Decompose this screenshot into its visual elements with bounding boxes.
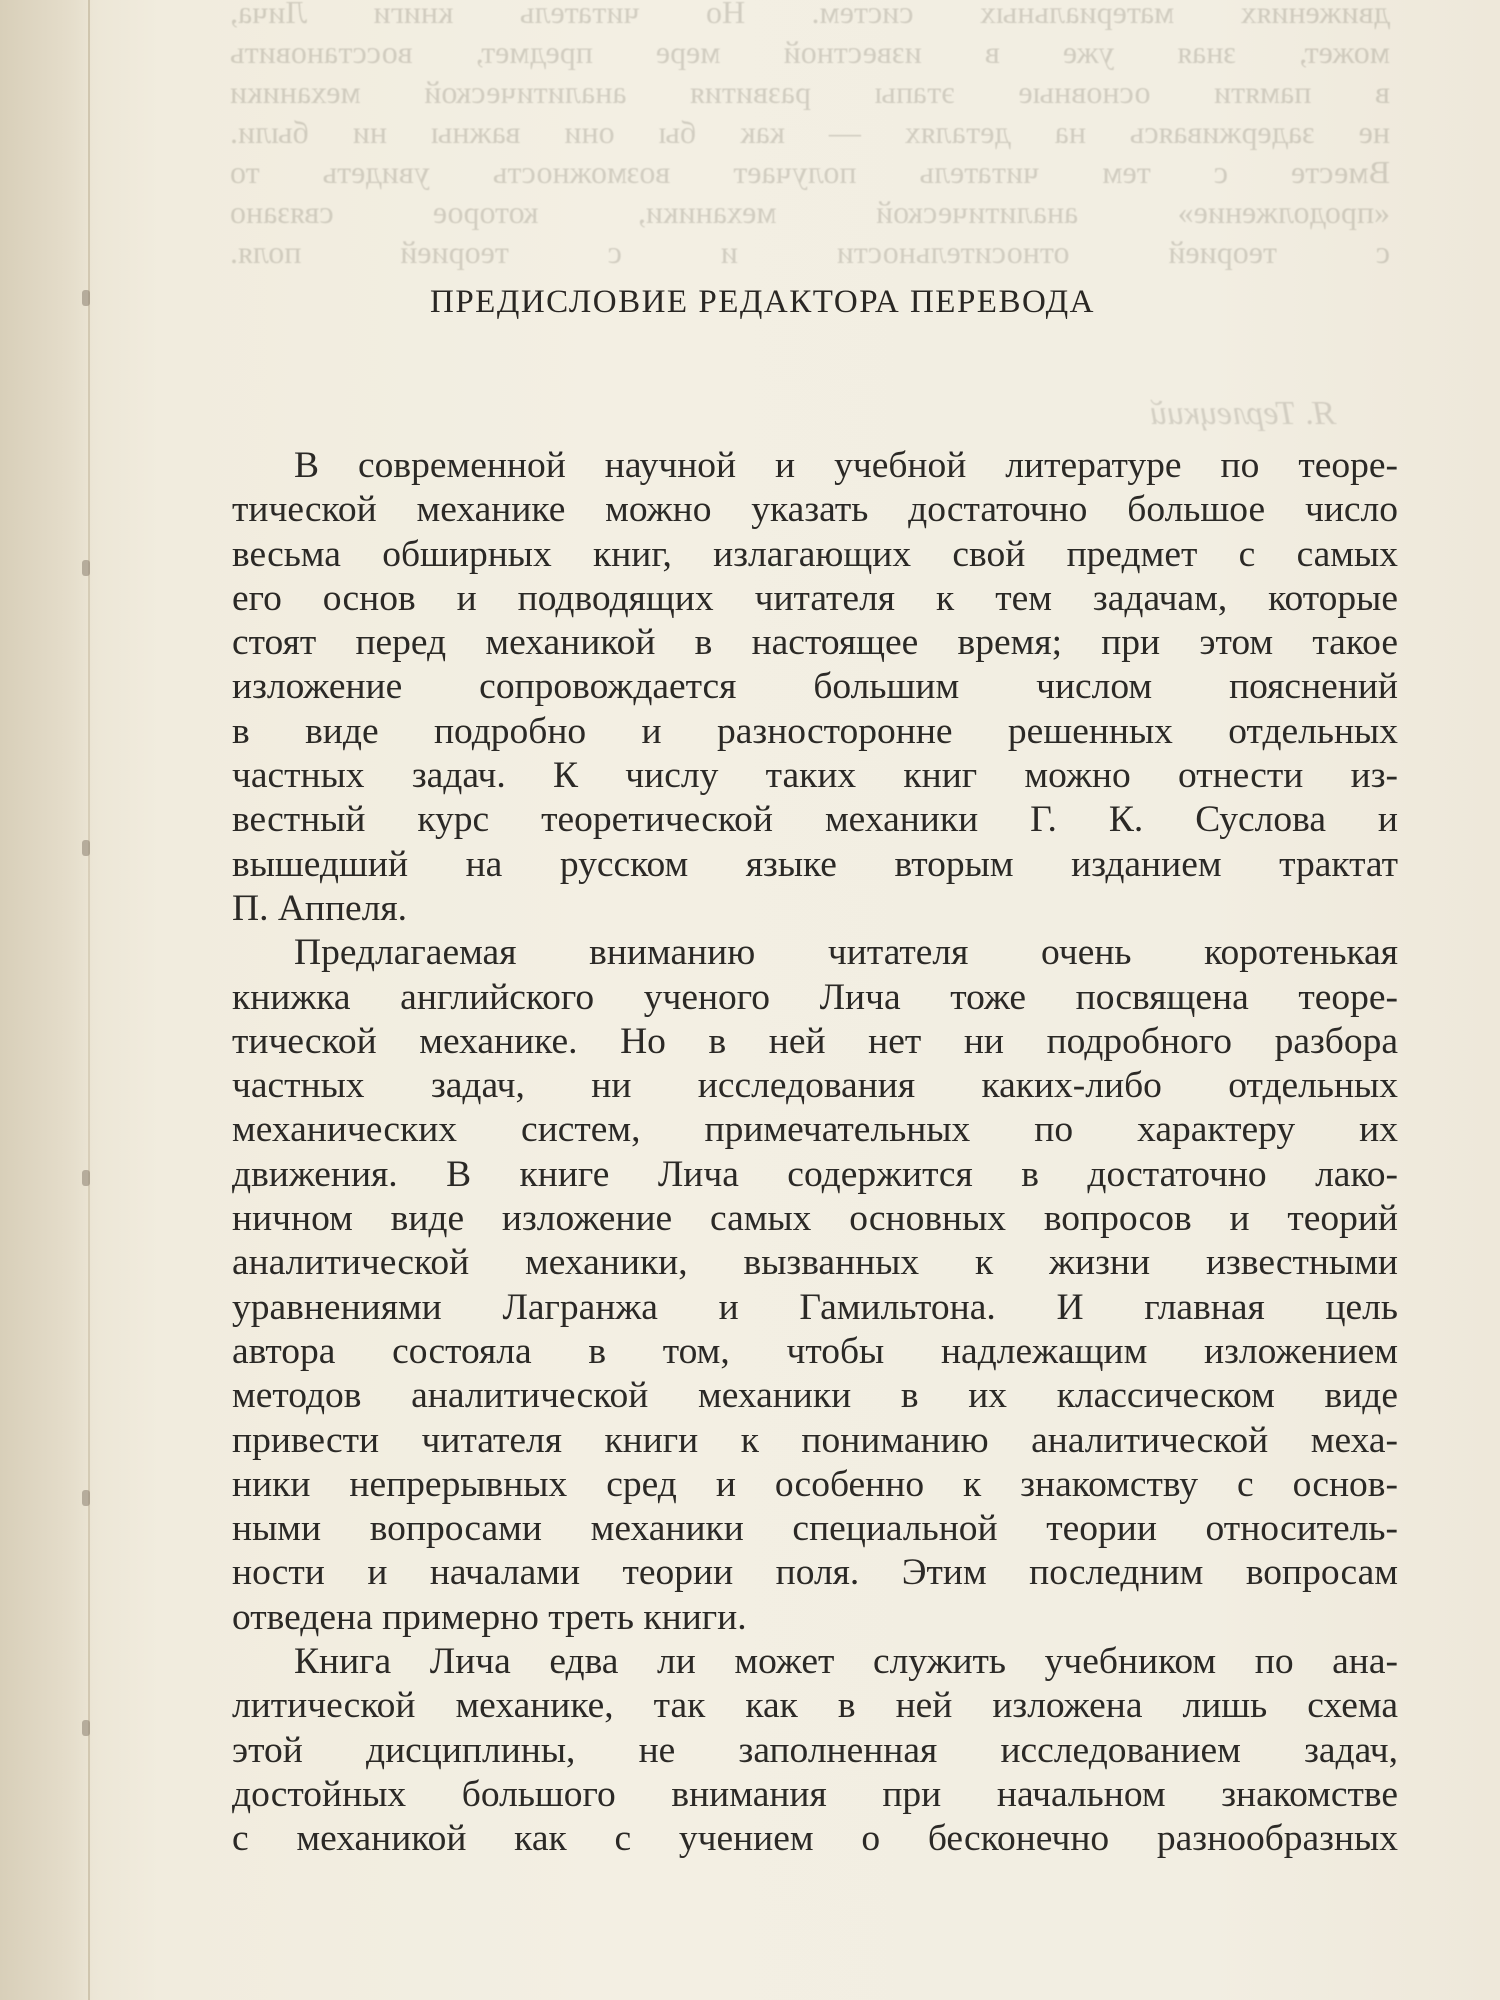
binding-stitch: [82, 290, 90, 306]
bleed-through-line: может, зная уже в известной мере предмет, восстановить: [230, 34, 1390, 70]
paragraph-3: [232, 1640, 1398, 1861]
bleed-through-text: [230, 0, 1390, 272]
text-line: литической механике, так как в ней изложена лишь схема: [232, 1685, 1398, 1727]
text-line: привести читателя книги к пониманию аналитической меха-: [232, 1419, 1398, 1461]
text-line: этой дисциплины, не заполненная исследованием задач,: [232, 1729, 1398, 1771]
text-line: частных задач, ни исследования каких-либо отдельных: [232, 1065, 1398, 1107]
paragraph-1: [232, 444, 1398, 931]
text-line: Книга Лича едва ли может служить учебником по ана-: [294, 1641, 1398, 1683]
text-line: механических систем, примечательных по характеру их: [232, 1109, 1398, 1151]
text-line: автора состояла в том, чтобы надлежащим изложением: [232, 1330, 1398, 1372]
text-line: частных задач. К числу таких книг можно отнести из-: [232, 755, 1398, 797]
text-line: в виде подробно и разносторонне решенных отдельных: [232, 710, 1398, 752]
binding-stitch: [82, 560, 90, 576]
bleed-through-line: Вместе с тем читатель получает возможность увидеть то: [230, 154, 1390, 190]
text-line: тической механике можно указать достаточно большое число: [232, 489, 1398, 531]
text-line: методов аналитической механики в их классическом виде: [232, 1375, 1398, 1417]
text-line: отведена примерно треть книги.: [232, 1596, 747, 1638]
binding-stitch: [82, 840, 90, 856]
text-line: П. Аппеля.: [232, 887, 408, 929]
bleed-through-line: не задерживаясь на деталях — как бы они важны ни были.: [230, 114, 1390, 150]
binding-stitch: [82, 1170, 90, 1186]
page-title: ПРЕДИСЛОВИЕ РЕДАКТОРА ПЕРЕВОДА: [430, 284, 1096, 320]
bleed-through-line: в памяти основные этапы развития аналитической механики: [230, 74, 1390, 110]
bleed-through-line: «продолжение» аналитической механики, которое связано: [230, 194, 1390, 230]
text-line: ничном виде изложение самых основных вопросов и теорий: [232, 1198, 1398, 1240]
text-line: достойных большого внимания при начальном знакомстве: [232, 1773, 1398, 1815]
text-line: книжка английского ученого Лича тоже посвящена теоре-: [232, 976, 1398, 1018]
text-line: весьма обширных книг, излагающих свой предмет с самых: [232, 533, 1398, 575]
text-line: его основ и подводящих читателя к тем задачам, которые: [232, 577, 1398, 619]
text-line: стоят перед механикой в настоящее время; при этом такое: [232, 622, 1398, 664]
text-line: аналитической механики, вызванных к жизни известными: [232, 1242, 1398, 1284]
text-line: с механикой как с учением о бесконечно разнообразных: [232, 1818, 1398, 1860]
text-line: вышедший на русском языке вторым изданием трактат: [232, 843, 1398, 885]
text-line: В современной научной и учебной литературе по теоре-: [294, 445, 1398, 486]
paragraph-2: [232, 931, 1398, 1640]
text-line: ники непрерывных сред и особенно к знакомству с основ-: [232, 1463, 1398, 1505]
text-line: движения. В книге Лича содержится в достаточно лако-: [232, 1153, 1398, 1195]
bleed-through-line: движениях материальных систем. Но читатель книги Лича,: [230, 0, 1390, 30]
text-line: ными вопросами механики специальной теории относитель-: [232, 1508, 1398, 1550]
text-line: ности и началами теории поля. Этим последним вопросам: [232, 1552, 1398, 1594]
binding-stitch: [82, 1490, 90, 1506]
text-line: тической механике. Но в ней нет ни подробного разбора: [232, 1020, 1398, 1062]
text-line: Предлагаемая вниманию читателя очень коротенькая: [294, 932, 1398, 974]
body-text: [232, 444, 1398, 1862]
page-gutter: [0, 0, 95, 2000]
bleed-through-signature: Я. Терлецкий: [1150, 395, 1336, 432]
text-line: уравнениями Лагранжа и Гамильтона. И главная цель: [232, 1286, 1398, 1328]
binding-stitch: [82, 1720, 90, 1736]
text-line: вестный курс теоретической механики Г. К. Суслова и: [232, 799, 1398, 841]
bleed-through-line: с теорией относительности и с теорией поля.: [230, 234, 1390, 270]
text-line: изложение сопровождается большим числом пояснений: [232, 666, 1398, 708]
